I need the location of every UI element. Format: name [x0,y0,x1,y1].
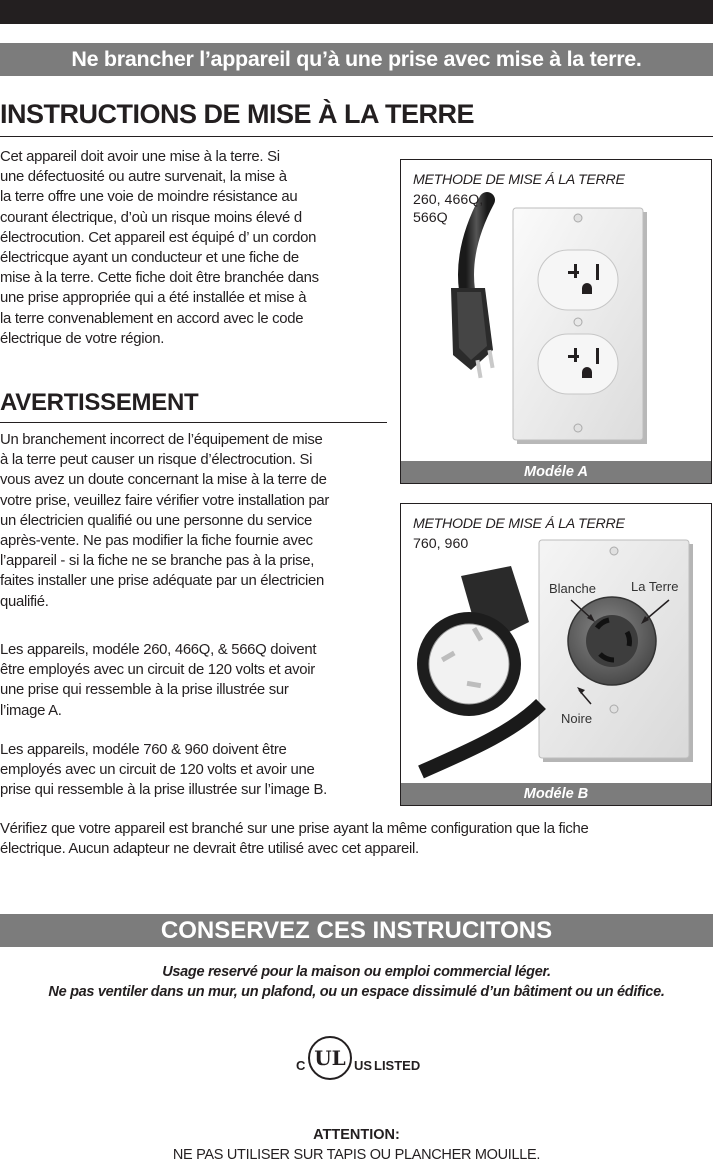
plug-prong [475,360,482,378]
panel-title: METHODE DE MISE Á LA TERRE [413,516,625,532]
panel-models-line: 760, 960 [413,536,469,552]
text-line: l’appareil - si la fiche ne se branche pas à la prise, [0,553,315,570]
text-line: la terre offre une voie de moindre résistance au [0,189,298,206]
plug-prong [487,350,494,368]
text-line: être employés avec un circuit de 120 volts et avoir [0,662,315,679]
label-black: Noire [561,711,593,726]
attention-title: ATTENTION: [313,1127,400,1143]
page-title: INSTRUCTIONS DE MISE À LA TERRE [0,97,713,137]
ground-hole [582,283,592,294]
slot [627,632,629,646]
ground-hole [582,367,592,378]
plate-screw [574,214,582,222]
text-line: à la terre peut causer un risque d’électrocution. Si [0,452,313,469]
slot [596,264,599,280]
ground-warning-banner: Ne brancher l’appareil qu’à une prise avec mise à la terre. [0,43,713,76]
panel-models-line: 566Q [413,210,448,226]
plate-screw [610,547,618,555]
text-line: faites installer une prise adéquate par un électricien [0,573,325,590]
text-line: prise qui ressemble à la prise illustrée sur l’image B. [0,782,327,799]
text-line: mise à la terre. Cette fiche doit être branchée dans [0,270,319,287]
panel-models-line: 260, 466Q, [413,192,484,208]
models-a-paragraph [0,640,390,721]
slot [596,348,599,364]
warning-heading: AVERTISSEMENT [0,388,387,423]
receptacle-upper [538,250,618,310]
text-line: électrique de votre région. [0,330,165,347]
text-line: employés avec un circuit de 120 volts et avoir une [0,762,315,779]
ul-circle-icon [308,1036,352,1080]
panel-models [413,191,503,227]
text-line: Cet appareil doit avoir une mise à la terre. Si [0,149,280,165]
panel-caption: Modéle B [401,783,711,805]
text-line: courant électrique, d’où un risque moins élevé d [0,209,302,226]
panel-models [413,535,503,553]
receptacle-lower [538,334,618,394]
text-line: Les appareils, modéle 760 & 960 doivent être [0,742,287,758]
text-line: l’image A. [0,702,62,719]
slot [568,271,579,274]
label-ground: La Terre [631,579,679,594]
ul-listed-logo [294,1036,434,1082]
ul-listed: LISTED [374,1058,421,1073]
figure-model-a [400,159,712,484]
ul-us: US [354,1058,373,1073]
text-line: Les appareils, modéle 260, 466Q, & 566Q doivent [0,642,317,658]
usage-notice [0,962,713,1002]
attention-text: NE PAS UTILISER SUR TAPIS OU PLANCHER MOUILLE. [172,1147,541,1163]
figure-model-b [400,503,712,806]
text-line: Vérifiez que votre appareil est branché sur une prise ayant la même configuration que la fiche [0,821,589,837]
verify-paragraph [0,819,713,859]
usage-line: Usage reservé pour la maison ou emploi commercial léger. [162,964,551,980]
text-line: Un branchement incorrect de l’équipement de mise [0,432,323,448]
ul-c: C [296,1058,306,1073]
text-line: la terre convenablement en accord avec le code [0,310,304,327]
plate-screw [574,424,582,432]
plug-face [429,624,509,704]
text-line: une prise appropriée qui a été installée et mise à [0,290,307,307]
text-line: après-vente. Ne pas modifier la fiche fournie avec [0,533,313,550]
panel-caption: Modéle A [401,461,711,483]
warning-paragraph [0,430,390,612]
label-white: Blanche [549,581,596,596]
ul-mark: UL [314,1046,346,1070]
text-line: votre prise, veuillez faire vérifier votre installation par [0,492,330,509]
text-line: un électricien qualifié ou une personne du service [0,512,312,529]
keep-instructions-banner: CONSERVEZ CES INSTRUCITONS [0,914,713,947]
text-line: qualifié. [0,593,49,610]
panel-title: METHODE DE MISE Á LA TERRE [413,172,625,188]
slot [574,348,577,362]
top-bar [0,0,713,24]
text-line: une défectuosité ou autre survenait, la mise à [0,169,287,186]
models-b-paragraph [0,740,390,801]
intro-paragraph [0,147,386,349]
usage-line: Ne pas ventiler dans un mur, un plafond, ou un espace dissimulé d’un bâtiment ou un édifice. [48,984,665,1000]
text-line: électrocution. Cet appareil est équipé d’ un cordon [0,229,317,246]
text-line: vous avez un doute concernant la mise à la terre de [0,472,327,489]
slot [568,355,579,358]
text-line: une prise qui ressemble à la prise illustrée sur [0,682,289,699]
text-line: électricque ayant un conducteur et une fiche de [0,250,299,267]
center-screw [574,318,582,326]
slot [574,264,577,278]
plate-screw [610,705,618,713]
text-line: électrique. Aucun adapteur ne devrait être utilisé avec cet appareil. [0,841,419,858]
